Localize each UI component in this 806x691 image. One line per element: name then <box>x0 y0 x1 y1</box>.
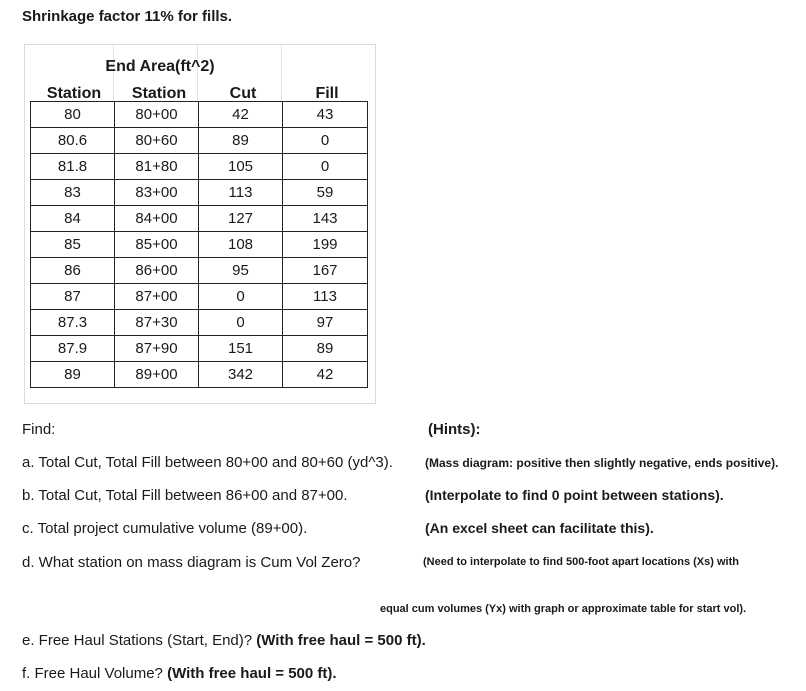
table-cell: 167 <box>283 258 368 284</box>
question-a: a. Total Cut, Total Fill between 80+00 and 80+60 (yd^3). <box>22 454 393 471</box>
table-cell: 80.6 <box>31 128 115 154</box>
table-cell: 151 <box>199 336 283 362</box>
spreadsheet-image <box>24 44 376 404</box>
question-c: c. Total project cumulative volume (89+00). <box>22 520 308 537</box>
column-header-fill: Fill <box>315 85 339 102</box>
table-cell: 87 <box>31 284 115 310</box>
table-cell: 97 <box>283 310 368 336</box>
table-cell: 95 <box>199 258 283 284</box>
table-cell: 83+00 <box>115 180 199 206</box>
table-cell: 105 <box>199 154 283 180</box>
table-cell: 86 <box>31 258 115 284</box>
table-cell: 127 <box>199 206 283 232</box>
question-f-bold: (With free haul = 500 ft). <box>167 665 337 682</box>
question-d: d. What station on mass diagram is Cum Vol Zero? <box>22 554 361 571</box>
table-cell: 199 <box>283 232 368 258</box>
end-area-table <box>30 101 368 388</box>
table-cell: 0 <box>283 128 368 154</box>
table-cell: 85 <box>31 232 115 258</box>
table-row <box>31 284 368 310</box>
end-area-header: End Area(ft^2) <box>105 58 215 75</box>
table-cell: 113 <box>283 284 368 310</box>
find-label: Find: <box>22 421 56 438</box>
table-cell: 84 <box>31 206 115 232</box>
hint-d-line1: (Need to interpolate to find 500-foot apart locations (Xs) with <box>423 556 739 568</box>
table-row <box>31 102 368 128</box>
table-row <box>31 232 368 258</box>
column-header-station-2: Station <box>131 85 187 102</box>
table-cell: 113 <box>199 180 283 206</box>
question-b: b. Total Cut, Total Fill between 86+00 and 87+00. <box>22 487 348 504</box>
table-cell: 342 <box>199 362 283 388</box>
question-e-text: e. Free Haul Stations (Start, End)? <box>22 632 257 649</box>
table-row <box>31 128 368 154</box>
table-row <box>31 362 368 388</box>
question-e-bold: (With free haul = 500 ft). <box>256 632 426 649</box>
table-row <box>31 154 368 180</box>
hint-a: (Mass diagram: positive then slightly negative, ends positive). <box>425 456 779 470</box>
table-cell: 143 <box>283 206 368 232</box>
shrinkage-note: Shrinkage factor 11% for fills. <box>22 8 233 25</box>
table-cell: 43 <box>283 102 368 128</box>
table-row <box>31 180 368 206</box>
table-cell: 0 <box>199 284 283 310</box>
table-cell: 87+00 <box>115 284 199 310</box>
question-f <box>22 665 337 682</box>
table-cell: 0 <box>199 310 283 336</box>
table-cell: 83 <box>31 180 115 206</box>
table-cell: 85+00 <box>115 232 199 258</box>
table-cell: 89 <box>283 336 368 362</box>
hints-label: (Hints): <box>428 421 481 438</box>
table-row <box>31 310 368 336</box>
table-cell: 87.3 <box>31 310 115 336</box>
table-cell: 89+00 <box>115 362 199 388</box>
table-cell: 0 <box>283 154 368 180</box>
table-cell: 86+00 <box>115 258 199 284</box>
table-cell: 87+30 <box>115 310 199 336</box>
table-cell: 42 <box>283 362 368 388</box>
table-row <box>31 258 368 284</box>
hint-c: (An excel sheet can facilitate this). <box>425 520 654 536</box>
question-f-text: f. Free Haul Volume? <box>22 665 168 682</box>
table-cell: 81.8 <box>31 154 115 180</box>
table-cell: 87.9 <box>31 336 115 362</box>
column-header-station: Station <box>46 85 102 102</box>
table-cell: 42 <box>199 102 283 128</box>
table-cell: 84+00 <box>115 206 199 232</box>
table-cell: 108 <box>199 232 283 258</box>
table-cell: 89 <box>31 362 115 388</box>
table-cell: 80+60 <box>115 128 199 154</box>
column-header-cut: Cut <box>229 85 257 102</box>
question-e <box>22 632 426 649</box>
table-cell: 81+80 <box>115 154 199 180</box>
hint-b: (Interpolate to find 0 point between stations). <box>425 487 724 503</box>
table-cell: 80+00 <box>115 102 199 128</box>
table-row <box>31 336 368 362</box>
table-cell: 87+90 <box>115 336 199 362</box>
table-row <box>31 206 368 232</box>
table-cell: 89 <box>199 128 283 154</box>
table-cell: 80 <box>31 102 115 128</box>
hint-d-line2: equal cum volumes (Yx) with graph or approximate table for start vol). <box>380 603 747 615</box>
table-cell: 59 <box>283 180 368 206</box>
